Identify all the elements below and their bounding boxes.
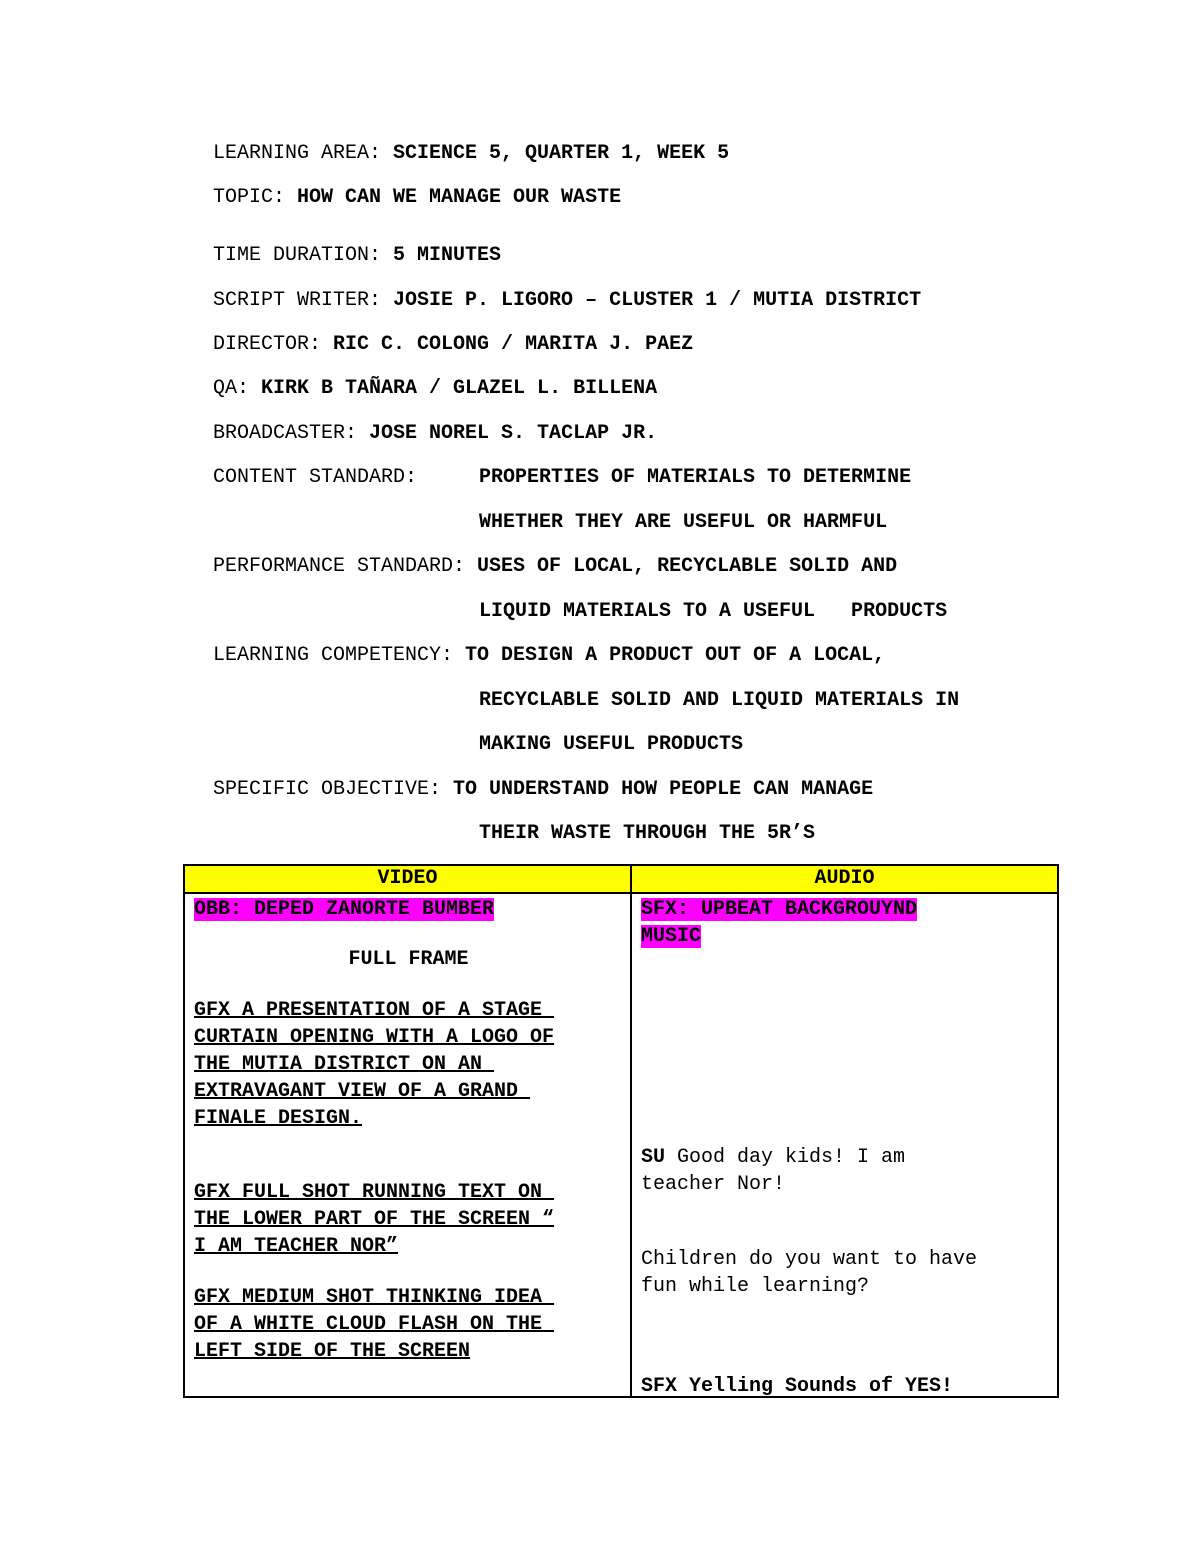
content-standard-value-2: WHETHER THEY ARE USEFUL OR HARMFUL: [479, 511, 888, 534]
video-header: VIDEO: [184, 865, 631, 893]
gfx1-line-3: THE MUTIA DISTRICT ON AN: [194, 1053, 495, 1076]
gfx3-line-2: OF A WHITE CLOUD FLASH ON THE: [194, 1313, 555, 1336]
objective-label: SPECIFIC OBJECTIVE:: [213, 778, 454, 801]
topic-value: HOW CAN WE MANAGE OUR WASTE: [297, 186, 622, 209]
performance-standard-line: [213, 555, 897, 579]
competency-label: LEARNING COMPETENCY:: [213, 644, 466, 667]
learning-area-value: SCIENCE 5, QUARTER 1, WEEK 5: [393, 142, 730, 165]
objective-line: [213, 778, 873, 802]
su-greeting: [641, 1144, 905, 1198]
sfx-yelling: SFX Yelling Sounds of YES!: [640, 1375, 953, 1398]
competency-line: [213, 644, 885, 668]
gfx1-line-2: CURTAIN OPENING WITH A LOGO OF: [194, 1026, 555, 1049]
director-label: DIRECTOR:: [213, 333, 334, 356]
question-text: [641, 1246, 977, 1300]
duration-line: [213, 244, 501, 268]
gfx2-line-1: GFX FULL SHOT RUNNING TEXT ON: [194, 1181, 555, 1204]
objective-value-2: THEIR WASTE THROUGH THE 5R’S: [479, 822, 816, 845]
gfx3-line-3: LEFT SIDE OF THE SCREEN: [194, 1340, 471, 1363]
duration-value: 5 MINUTES: [393, 244, 502, 267]
learning-area-line: [213, 142, 729, 166]
duration-label: TIME DURATION:: [213, 244, 394, 267]
topic-line: [213, 186, 621, 210]
gfx2-line-2: THE LOWER PART OF THE SCREEN “: [194, 1208, 555, 1231]
qa-label: QA:: [213, 377, 262, 400]
writer-line: [213, 289, 921, 313]
broadcaster-line: [213, 422, 657, 446]
topic-label: TOPIC:: [213, 186, 298, 209]
competency-value-1: TO DESIGN A PRODUCT OUT OF A LOCAL,: [465, 644, 886, 667]
performance-standard-value-1: USES OF LOCAL, RECYCLABLE SOLID AND: [477, 555, 898, 578]
table-header-row: [184, 865, 1058, 893]
su-line-2: teacher Nor!: [640, 1173, 785, 1196]
sfx-upbeat-line-1: SFX: UPBEAT BACKGROUYND: [640, 898, 917, 921]
sfx-upbeat-line-2: MUSIC: [640, 925, 701, 948]
writer-label: SCRIPT WRITER:: [213, 289, 394, 312]
content-standard-value-1: PROPERTIES OF MATERIALS TO DETERMINE: [479, 466, 912, 489]
qa-value: KIRK B TAÑARA / GLAZEL L. BILLENA: [261, 377, 658, 400]
sfx-upbeat: [641, 896, 917, 950]
gfx-stage-curtain: [194, 997, 554, 1132]
content-standard-label: CONTENT STANDARD:: [213, 466, 442, 489]
question-line-1: Children do you want to have: [640, 1248, 977, 1271]
audio-cell: [631, 893, 1058, 1397]
su-label: SU: [640, 1146, 665, 1169]
gfx3-line-1: GFX MEDIUM SHOT THINKING IDEA: [194, 1286, 555, 1309]
gfx1-line-4: EXTRAVAGANT VIEW OF A GRAND: [194, 1080, 531, 1103]
gfx1-line-1: GFX A PRESENTATION OF A STAGE: [194, 999, 555, 1022]
competency-value-3: MAKING USEFUL PRODUCTS: [479, 733, 744, 756]
objective-value-1: TO UNDERSTAND HOW PEOPLE CAN MANAGE: [453, 778, 874, 801]
gfx-running-text: [194, 1179, 554, 1260]
broadcaster-value: JOSE NOREL S. TACLAP JR.: [369, 422, 658, 445]
obb-text: OBB: DEPED ZANORTE BUMBER: [194, 898, 495, 921]
question-line-2: fun while learning?: [640, 1275, 869, 1298]
table-row: [184, 893, 1058, 1397]
audio-header: AUDIO: [631, 865, 1058, 893]
gfx2-line-3: I AM TEACHER NOR”: [194, 1235, 399, 1258]
content-standard-line: [213, 466, 441, 490]
qa-line: [213, 377, 657, 401]
gfx1-line-5: FINALE DESIGN.: [194, 1107, 363, 1130]
learning-area-label: LEARNING AREA:: [213, 142, 394, 165]
performance-standard-value-2: LIQUID MATERIALS TO A USEFUL PRODUCTS: [479, 600, 948, 623]
full-frame-text: FULL FRAME: [348, 948, 469, 971]
broadcaster-label: BROADCASTER:: [213, 422, 370, 445]
performance-standard-label: PERFORMANCE STANDARD:: [213, 555, 478, 578]
video-cell: [184, 893, 631, 1397]
script-table: [183, 864, 1059, 1398]
su-line-1: Good day kids! I am: [664, 1146, 905, 1169]
writer-value: JOSIE P. LIGORO – CLUSTER 1 / MUTIA DISTRICT: [393, 289, 922, 312]
obb-line: [194, 896, 494, 923]
competency-value-2: RECYCLABLE SOLID AND LIQUID MATERIALS IN: [479, 689, 960, 712]
director-value: RIC C. COLONG / MARITA J. PAEZ: [333, 333, 694, 356]
gfx-thinking-idea: [194, 1284, 554, 1365]
director-line: [213, 333, 693, 357]
